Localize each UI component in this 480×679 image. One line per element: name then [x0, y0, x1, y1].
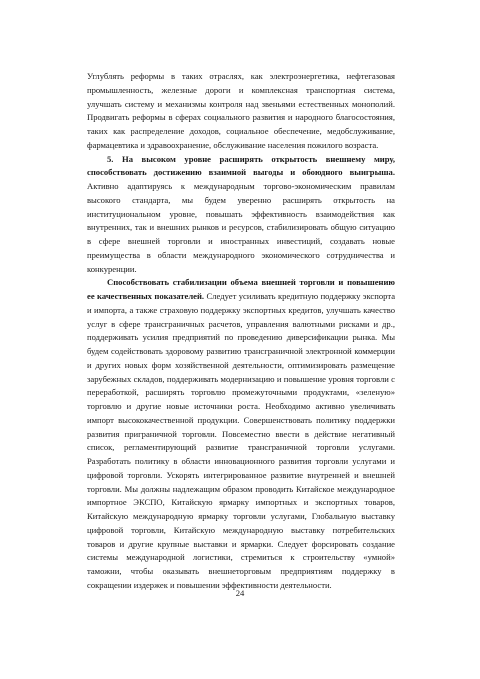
- body-text: [87, 70, 395, 593]
- page-number: 24: [235, 588, 245, 598]
- paragraph-text: Следует усиливать кредитную поддержку экспорта и импорта, а также страховую поддержку экспортных кредитов, улучшать качество услуг в сфере трансграничных расчетов, управления валютными рисками и др., поддерживать усилия предприятий по проведению диверсификации рынка. Мы будем содействовать здоровому развитию трансграничной электронной коммерции и других новых форм хозяйственной деятельности, оптимизировать размещение зарубежных складов, поддерживать модернизацию и повышение уровня торговли с переработкой, расширять торговлю промежуточными продуктами, «зеленую» торговлю и другие новые источники роста. Необходимо активно увеличивать импорт высококачественной продукции. Совершенствовать политику поддержки развития приграничной торговли. Повсеместно ввести в действие негативный список, регламентирующий развитие трансграничной торговли услугами. Разработать политику в области инновационного развития торговли услугами и цифровой торговли. Ускорять интегрированное развитие внутренней и внешней торговли. Мы должны надлежащим образом проводить Китайское международное импортное ЭКСПО, Китайскую ярмарку импортных и экспортных товаров, Китайскую международную ярмарку торговли услугами, Глобальную выставку цифровой торговли, Китайскую международную выставку потребительских товаров и другие крупные выставки и ярмарки. Следует форсировать создание системы международной логистики, стремиться к строительству «умной» таможни, чтобы оказывать внешнеторговым предприятиям поддержку в сокращении издержек и повышении эффективности деятельности.: [87, 291, 396, 590]
- paragraph-text: Активно адаптируясь к международным торгово-экономическим правилам высокого стандарта, мы будем уверенно расширять открытость на институциональном уровне, повышать эффективность взаимодействия как внутренних, так и внешних рынков и ресурсов, стабилизировать общую ситуацию в сфере внешней торговли и иностранных инвестиций, создавать новые преимущества в области международного экономического сотрудничества и конкуренции.: [87, 181, 395, 274]
- paragraph-openness: [87, 153, 395, 277]
- paragraph-text: Углублять реформы в таких отраслях, как электроэнергетика, нефтегазовая промышленность, железные дороги и комплексная транспортная система, улучшать систему и механизмы контроля над звеньями естественных монополий. Продвигать реформы в сферах социального развития и народного благосостояния, таких как распределение доходов, социальное обеспечение, медобслуживание, фармацевтика и здравоохранение, обслуживание населения пожилого возраста.: [87, 71, 395, 150]
- paragraph-reforms: [87, 70, 395, 153]
- paragraph-foreign-trade: [87, 276, 395, 592]
- paragraph-heading: 5. На высоком уровне расширять открытость внешнему миру, способствовать достижению взаимной выгоды и обоюдного выигрыша.: [87, 153, 395, 178]
- paragraph-heading: Способствовать стабилизации объема внешней торговли и повышению ее качественных показателей.: [87, 277, 395, 301]
